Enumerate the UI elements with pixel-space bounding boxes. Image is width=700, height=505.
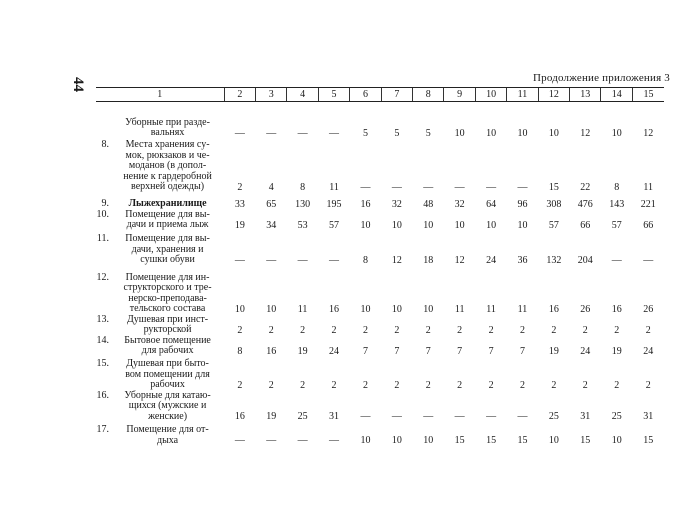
row-name xyxy=(111,210,224,231)
table-cell: 12 xyxy=(454,254,465,266)
row-name xyxy=(111,425,224,446)
table-cell: 18 xyxy=(423,254,434,266)
table-cell: 53 xyxy=(297,219,308,231)
table-cell: 19 xyxy=(548,345,559,357)
row-name-line: нерско-преподава- xyxy=(128,292,207,304)
table-cell: 96 xyxy=(517,198,528,210)
row-label xyxy=(96,231,224,266)
table-cell: — xyxy=(360,411,371,422)
continuation-caption: Продолжение приложения 3 xyxy=(532,72,670,84)
table-cell: 57 xyxy=(548,219,559,231)
row-name-line: Помещение для вы- xyxy=(125,208,210,220)
row-name xyxy=(111,359,224,391)
table-cell: 2 xyxy=(614,324,620,336)
table-cell: — xyxy=(517,411,528,422)
row-label xyxy=(96,357,224,391)
table-cell: 2 xyxy=(519,324,525,336)
table-cell: 57 xyxy=(611,219,622,231)
table-cell: 22 xyxy=(580,181,591,193)
table-cell: — xyxy=(486,411,497,422)
table-cell: 2 xyxy=(488,379,494,391)
row-name-line: Душевая при быто- xyxy=(126,358,209,369)
table-cell: 7 xyxy=(488,345,494,357)
table-row xyxy=(96,210,664,231)
table-cell: 2 xyxy=(425,379,431,391)
row-name-line: сушки обуви xyxy=(140,254,195,265)
column-header: 12 xyxy=(538,88,569,102)
table-cell: 66 xyxy=(580,219,591,231)
table-cell: 36 xyxy=(517,254,528,266)
row-name xyxy=(111,199,224,210)
row-number: 12. xyxy=(96,271,109,283)
table-cell: 10 xyxy=(548,435,559,446)
table-cell: — xyxy=(297,127,308,139)
column-header: 8 xyxy=(413,88,444,102)
table-cell: 10 xyxy=(391,303,402,315)
row-label xyxy=(96,315,224,336)
table-cell: 132 xyxy=(546,254,562,266)
table-cell: 31 xyxy=(580,411,591,422)
column-header: 15 xyxy=(632,88,664,102)
table-cell: 195 xyxy=(326,198,342,210)
table-cell: — xyxy=(423,181,434,193)
row-name-line: Помещение для от- xyxy=(126,424,209,435)
table-cell: 11 xyxy=(329,181,339,193)
table-cell: 2 xyxy=(582,324,588,336)
table-cell: 26 xyxy=(643,303,654,315)
table-row xyxy=(96,193,664,210)
table-cell: — xyxy=(454,411,465,422)
table-cell: 15 xyxy=(548,181,559,193)
table-cell: 15 xyxy=(486,435,497,446)
table-cell: 16 xyxy=(329,303,340,315)
table-cell: 15 xyxy=(454,435,465,446)
table-cell: 24 xyxy=(329,345,340,357)
table-cell: — xyxy=(266,435,277,446)
table-cell: 8 xyxy=(300,181,306,193)
table-cell: 10 xyxy=(611,127,622,139)
table-cell: 34 xyxy=(266,219,277,231)
row-name-line: щихся (мужские и xyxy=(128,400,207,411)
table-cell: 308 xyxy=(546,198,562,210)
column-header: 9 xyxy=(444,88,475,102)
table-cell: 24 xyxy=(643,345,654,357)
row-number: 14. xyxy=(96,334,109,346)
table-cell: 10 xyxy=(423,435,434,446)
column-header: 4 xyxy=(287,88,318,102)
table-cell: 2 xyxy=(237,324,243,336)
table-cell: 26 xyxy=(580,303,591,315)
row-name-line: дачи и приема лыж xyxy=(126,219,209,230)
row-name xyxy=(111,234,224,266)
table-cell: — xyxy=(486,181,497,193)
table-cell: 8 xyxy=(362,254,368,266)
row-name-line: Уборные для катаю- xyxy=(124,389,211,401)
row-name-line: вальнях xyxy=(150,127,185,138)
table-cell: 7 xyxy=(457,345,463,357)
table-cell: 2 xyxy=(645,324,651,336)
table-cell: 16 xyxy=(234,411,245,422)
table-cell: 31 xyxy=(329,411,340,422)
table-cell: 4 xyxy=(268,181,274,193)
table-cell: 24 xyxy=(486,254,497,266)
table-cell: 15 xyxy=(517,435,528,446)
row-name-line: Места хранения су- xyxy=(125,139,210,150)
table-cell: 5 xyxy=(394,127,400,139)
table-cell: 2 xyxy=(425,324,431,336)
table-cell: — xyxy=(360,181,371,193)
table-cell: 65 xyxy=(266,198,277,210)
table-cell: 2 xyxy=(519,379,525,391)
table-cell: 2 xyxy=(362,324,368,336)
row-name-line: моданов (в допол- xyxy=(128,160,207,171)
row-label xyxy=(96,210,224,231)
table-cell: 2 xyxy=(237,181,243,193)
table-cell: 64 xyxy=(486,198,497,210)
table-cell: 204 xyxy=(577,254,593,266)
table-cell: — xyxy=(234,254,245,266)
row-name-line: дачи, хранения и xyxy=(131,243,204,255)
table-cell: 2 xyxy=(645,379,651,391)
table-cell: 12 xyxy=(391,254,402,266)
table-row xyxy=(96,391,664,423)
row-label xyxy=(96,422,224,446)
column-header: 6 xyxy=(350,88,381,102)
table-cell: 11 xyxy=(486,303,496,315)
table-cell: — xyxy=(297,435,308,446)
table-cell: 15 xyxy=(580,435,591,446)
table-row xyxy=(96,266,664,315)
table-row xyxy=(96,315,664,336)
table-cell: 12 xyxy=(580,127,591,139)
table-cell: 57 xyxy=(329,219,340,231)
table-cell: — xyxy=(234,127,245,139)
row-name-line: дыха xyxy=(156,434,179,446)
table-cell: 2 xyxy=(551,324,557,336)
row-label xyxy=(96,102,224,139)
table-cell: 10 xyxy=(360,303,371,315)
table-cell: 16 xyxy=(360,198,371,210)
row-name-line: женские) xyxy=(148,410,188,422)
table-cell: 33 xyxy=(234,198,245,210)
column-header: 11 xyxy=(507,88,538,102)
table-cell: 2 xyxy=(457,379,463,391)
table-cell: 25 xyxy=(548,411,559,422)
table-cell: 2 xyxy=(237,379,243,391)
table-cell: 10 xyxy=(517,219,528,231)
row-number: 16. xyxy=(96,389,109,401)
table-cell: 5 xyxy=(362,127,368,139)
table-cell: 10 xyxy=(517,127,528,139)
column-header: 7 xyxy=(381,88,412,102)
table-cell: 10 xyxy=(234,303,245,315)
table-cell: 8 xyxy=(237,345,243,357)
page-number: 44 xyxy=(70,77,86,92)
table-cell: 25 xyxy=(297,411,308,422)
table-cell: 25 xyxy=(611,411,622,422)
column-header: 10 xyxy=(475,88,506,102)
appendix-table xyxy=(96,87,664,446)
table-cell: 2 xyxy=(488,324,494,336)
table-cell: 2 xyxy=(331,324,337,336)
table-cell: 2 xyxy=(331,379,337,391)
table-cell: 2 xyxy=(268,324,274,336)
row-number: 10. xyxy=(96,208,109,220)
row-name-line: мок, рюкзаков и че- xyxy=(125,149,210,161)
table-cell: 10 xyxy=(391,219,402,231)
row-name-line: Уборные при разде- xyxy=(125,116,210,128)
table-cell: 10 xyxy=(486,127,497,139)
table-cell: 2 xyxy=(457,324,463,336)
table-cell: — xyxy=(329,254,340,266)
row-label xyxy=(96,139,224,193)
row-number: 13. xyxy=(96,313,109,325)
table-cell: 10 xyxy=(360,435,371,446)
row-number: 9. xyxy=(101,198,109,209)
row-name-line: рабочих xyxy=(150,379,185,390)
table-cell: 16 xyxy=(611,303,622,315)
table-cell: 66 xyxy=(643,219,654,231)
column-header: 2 xyxy=(224,88,255,102)
table-cell: 221 xyxy=(640,198,656,210)
row-name-line: Помещение для вы- xyxy=(125,233,210,244)
table-cell: — xyxy=(391,181,402,193)
table-cell: 143 xyxy=(609,198,625,210)
row-number: 8. xyxy=(101,139,109,150)
row-name-line: нение к гардеробной xyxy=(123,170,212,182)
table-cell: 16 xyxy=(548,303,559,315)
row-number: 15. xyxy=(96,358,109,369)
table-cell: 19 xyxy=(234,219,245,231)
table-cell: 11 xyxy=(454,303,465,315)
table-cell: 10 xyxy=(548,127,559,139)
table-cell: 2 xyxy=(362,379,368,391)
table-row xyxy=(96,139,664,193)
table-cell: 10 xyxy=(423,303,434,315)
table-cell: 10 xyxy=(486,219,497,231)
table-cell: 19 xyxy=(266,411,277,422)
table-cell: 476 xyxy=(577,198,593,210)
table-cell: 2 xyxy=(614,379,620,391)
table-cell: 2 xyxy=(582,379,588,391)
table-cell: — xyxy=(643,254,654,266)
table-cell: 10 xyxy=(266,303,277,315)
table-cell: 10 xyxy=(454,127,465,139)
row-name-line: Душевая при инст- xyxy=(126,313,209,325)
row-number: 17. xyxy=(96,424,109,435)
table-cell: — xyxy=(297,254,308,266)
table-cell: — xyxy=(391,411,402,422)
table-cell: — xyxy=(423,411,434,422)
row-name-line: структорского и тре- xyxy=(123,282,212,293)
column-header: 13 xyxy=(570,88,601,102)
table-row xyxy=(96,422,664,446)
table-cell: 10 xyxy=(611,435,622,446)
table-cell: 32 xyxy=(391,198,402,210)
row-name-line: рукторской xyxy=(143,324,192,335)
table-cell: — xyxy=(329,435,340,446)
table-cell: 5 xyxy=(425,127,431,139)
row-label xyxy=(96,336,224,357)
row-name xyxy=(111,118,224,139)
row-name-line: Бытовое помещение xyxy=(124,334,211,346)
table-cell: 7 xyxy=(519,345,525,357)
row-name-line: для рабочих xyxy=(141,345,194,356)
row-label xyxy=(96,193,224,210)
table-cell: — xyxy=(266,254,277,266)
row-name xyxy=(111,140,224,193)
column-header: 5 xyxy=(318,88,349,102)
table-cell: 2 xyxy=(551,379,557,391)
row-name xyxy=(111,391,224,423)
row-name-line: Лыжехранилище xyxy=(128,198,207,209)
table-cell: 10 xyxy=(454,219,465,231)
table-cell: 8 xyxy=(614,181,620,193)
table-cell: 11 xyxy=(517,303,528,315)
table-cell: 24 xyxy=(580,345,591,357)
table-cell: 2 xyxy=(300,379,306,391)
table-cell: 19 xyxy=(297,345,308,357)
table-cell: 2 xyxy=(268,379,274,391)
table-cell: 11 xyxy=(643,181,654,193)
table-body xyxy=(96,102,664,447)
table-row xyxy=(96,102,664,139)
row-name-line: Помещение для ин- xyxy=(125,271,210,283)
row-name xyxy=(111,273,224,315)
table-row xyxy=(96,231,664,266)
column-header: 3 xyxy=(256,88,287,102)
table-header-row xyxy=(96,88,664,102)
table-cell: 2 xyxy=(300,324,306,336)
row-name xyxy=(111,315,224,336)
table-cell: 48 xyxy=(423,198,434,210)
table-cell: 7 xyxy=(362,345,368,357)
column-header: 14 xyxy=(601,88,632,102)
table-cell: 2 xyxy=(394,379,400,391)
table-row xyxy=(96,336,664,357)
table-cell: 10 xyxy=(423,219,434,231)
table-cell: — xyxy=(266,127,277,139)
column-header: 1 xyxy=(96,88,224,102)
table-cell: 10 xyxy=(391,435,402,446)
row-name xyxy=(111,336,224,357)
table-cell: 7 xyxy=(425,345,431,357)
row-label xyxy=(96,266,224,315)
row-number: 11. xyxy=(96,233,109,244)
table-cell: — xyxy=(234,435,245,446)
row-name-line: вом помещении для xyxy=(125,368,210,380)
table-row xyxy=(96,357,664,391)
row-name-line: тельского состава xyxy=(129,303,206,314)
row-label xyxy=(96,391,224,423)
table-cell: 15 xyxy=(643,435,654,446)
table-cell: — xyxy=(454,181,465,193)
table-cell: 12 xyxy=(643,127,654,139)
table-cell: 32 xyxy=(454,198,465,210)
table-cell: 130 xyxy=(295,198,311,210)
row-number xyxy=(96,118,111,139)
table-cell: 19 xyxy=(611,345,622,357)
table-cell: — xyxy=(517,181,528,193)
table-cell: 7 xyxy=(394,345,400,357)
table-cell: 11 xyxy=(297,303,308,315)
table-cell: — xyxy=(329,127,340,139)
table-cell: 16 xyxy=(266,345,277,357)
table-cell: 2 xyxy=(394,324,400,336)
row-name-line: верхней одежды) xyxy=(131,181,205,192)
table-cell: — xyxy=(611,254,622,266)
table-cell: 31 xyxy=(643,411,654,422)
table-cell: 10 xyxy=(360,219,371,231)
